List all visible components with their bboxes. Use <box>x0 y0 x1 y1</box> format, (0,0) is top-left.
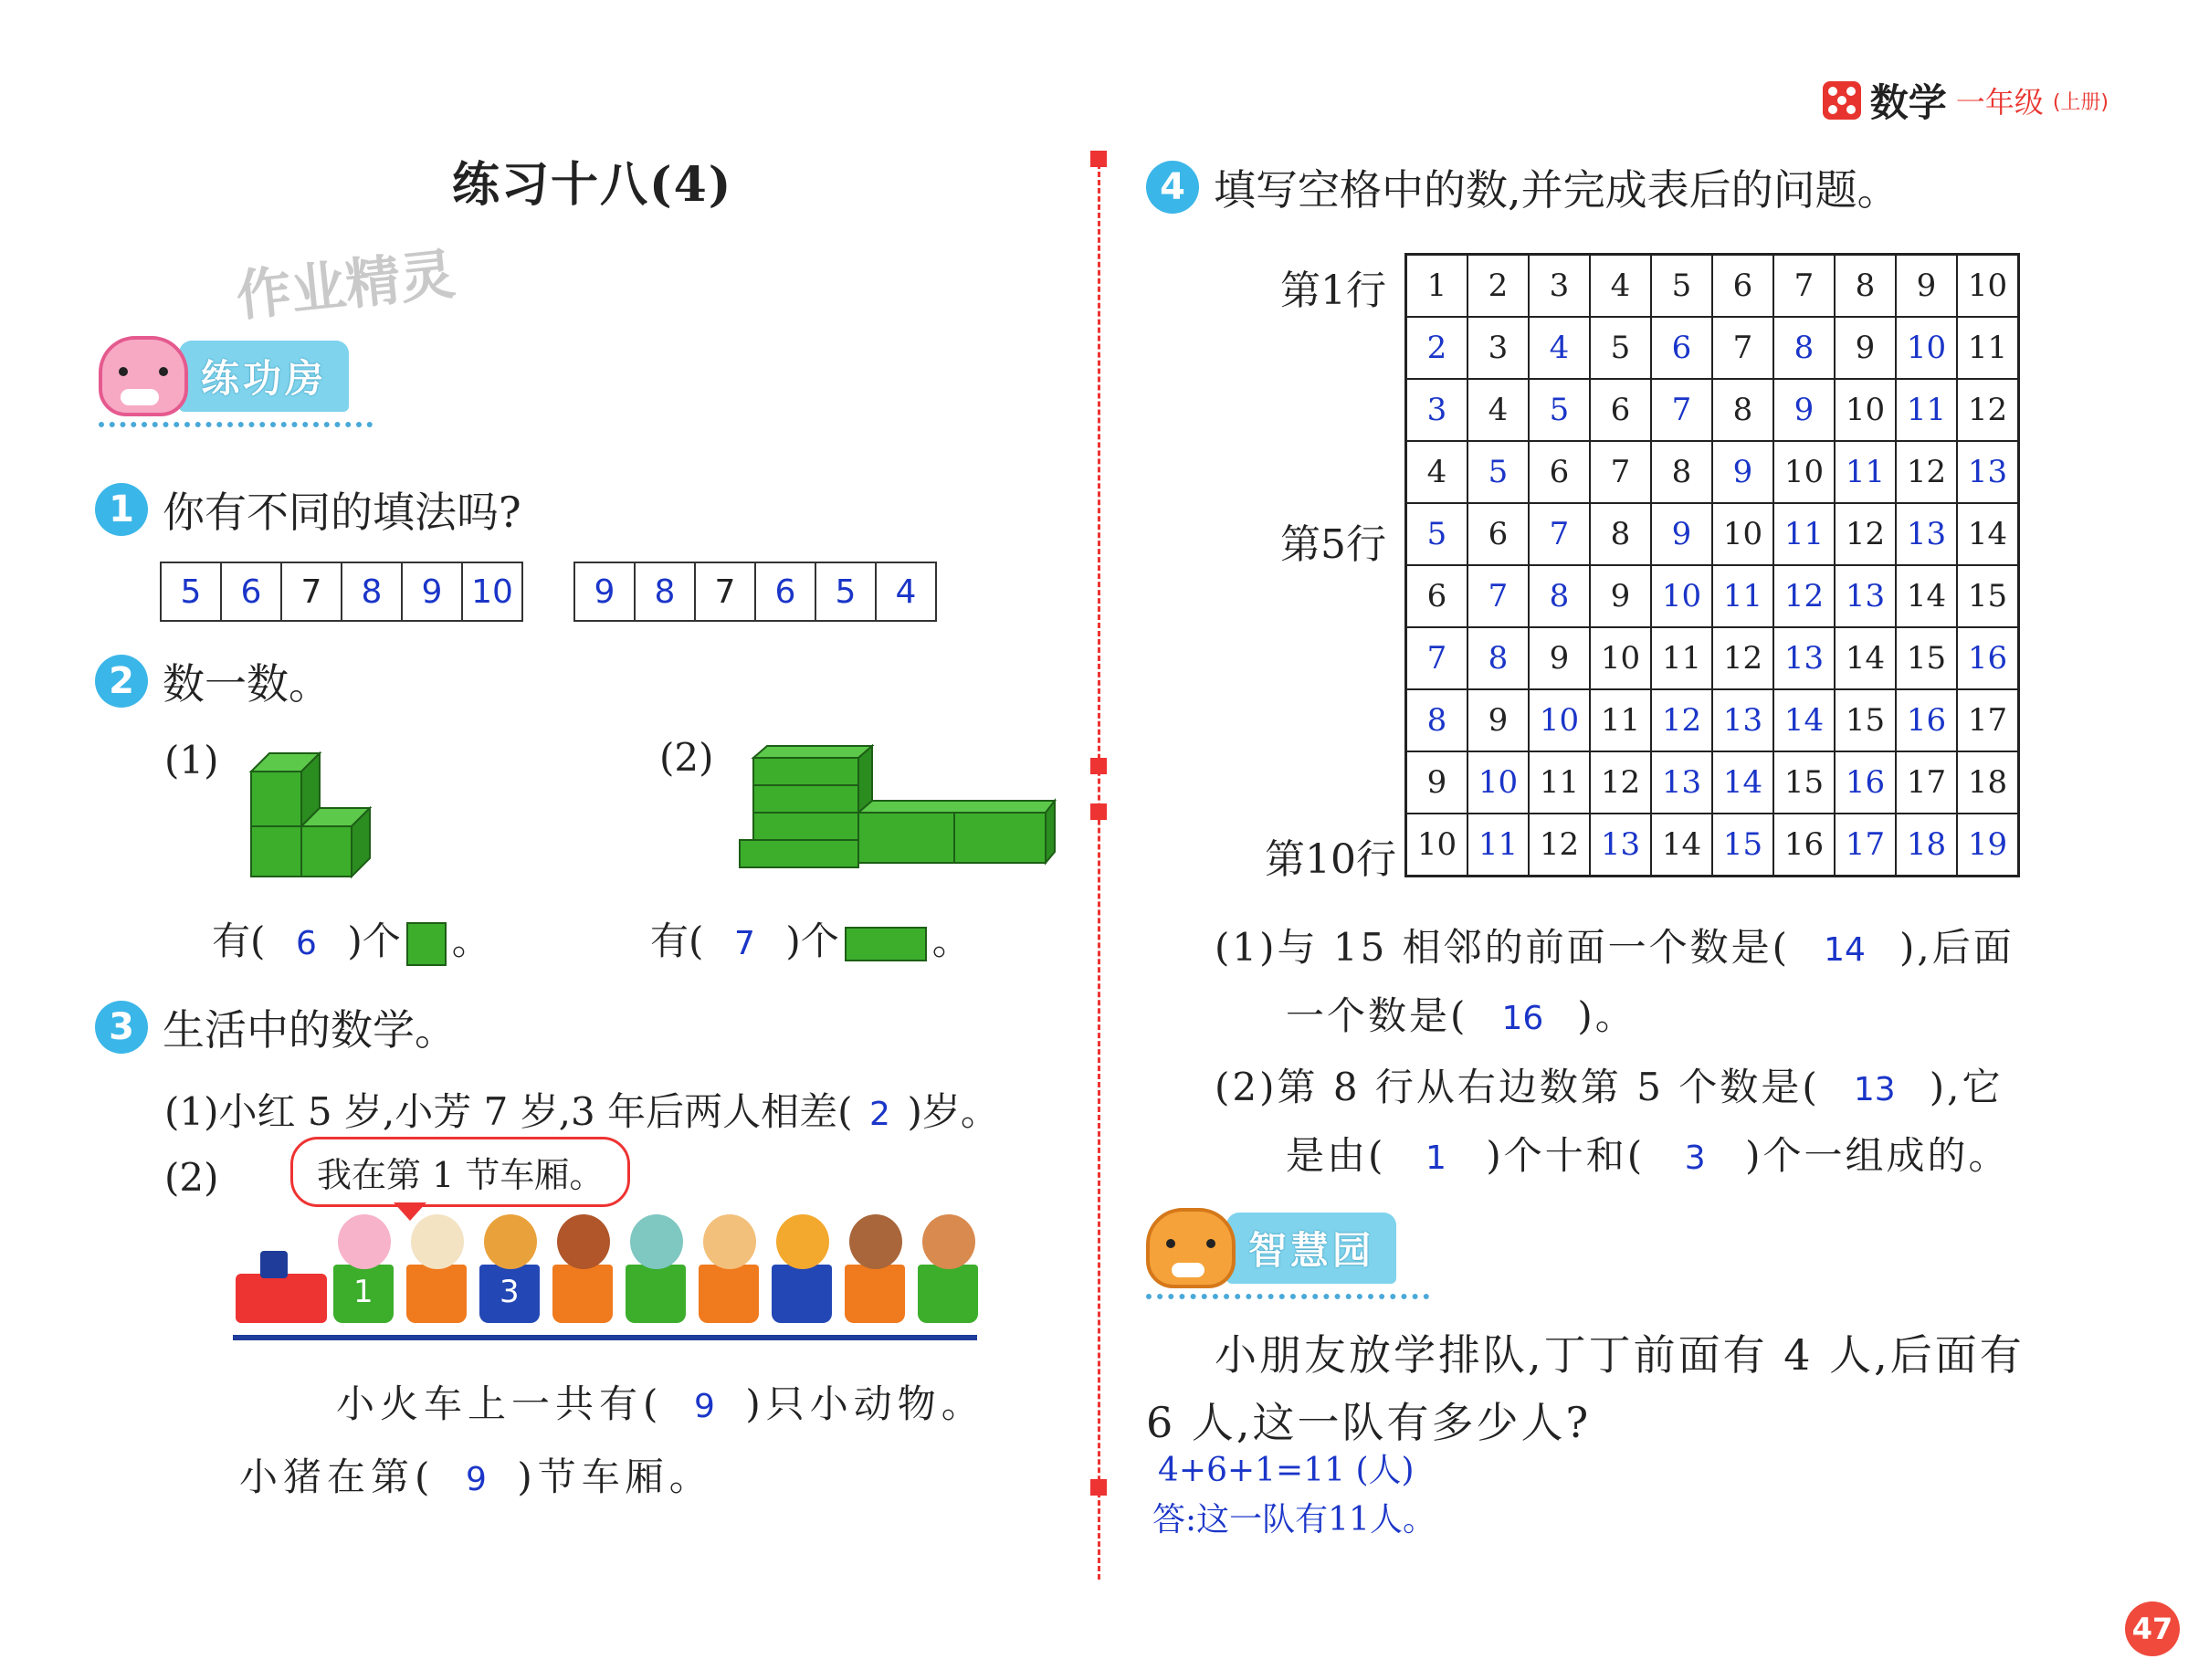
grid-cell: 6 <box>1590 379 1651 441</box>
grid-cell: 14 <box>1835 627 1896 689</box>
grid-cell: 4 <box>1467 379 1529 441</box>
grid-cell: 10 <box>1590 627 1651 689</box>
grid-cell: 17 <box>1896 751 1957 814</box>
seq-cell: 8 <box>636 563 696 620</box>
q3-part2-line2: 小猪在第( 9 )节车厢。 <box>239 1454 713 1499</box>
wagon <box>772 1265 832 1323</box>
grid-cell: 11 <box>1467 814 1529 877</box>
question-prompt: 填写空格中的数,并完成表后的问题。 <box>1214 165 1899 215</box>
grid-cell: 3 <box>1467 317 1529 379</box>
grid-cell: 9 <box>1835 317 1896 379</box>
page-title: 练习十八(4) <box>452 157 733 213</box>
grid-cell: 12 <box>1712 627 1773 689</box>
speech-bubble: 我在第 1 节车厢。 <box>290 1137 630 1207</box>
question-4-heading <box>1146 157 1899 217</box>
grid-cell: 12 <box>1896 441 1957 503</box>
grid-cell: 12 <box>1651 689 1712 751</box>
q2-part2-answer-line: 有( 7 )个 。 <box>650 919 971 963</box>
monkey-icon <box>849 1214 902 1269</box>
question-1-heading <box>95 479 521 540</box>
wagon <box>918 1265 978 1323</box>
divider-marker <box>1090 758 1107 774</box>
section-wisdom-label: 智慧园 <box>1226 1213 1396 1284</box>
grid-cell: 8 <box>1590 503 1651 565</box>
grid-cell: 10 <box>1712 503 1773 565</box>
grid-cell: 4 <box>1590 255 1651 318</box>
grid-cell: 12 <box>1590 751 1651 814</box>
grid-cell: 11 <box>1773 503 1835 565</box>
grid-cell: 11 <box>1651 627 1712 689</box>
divider-marker <box>1090 1479 1107 1496</box>
grid-row <box>1406 379 2019 441</box>
grid-row <box>1406 627 2019 689</box>
grid-cell: 16 <box>1773 814 1835 877</box>
seq-cell: 9 <box>575 563 636 620</box>
wagon <box>845 1265 905 1323</box>
divider-marker <box>1090 151 1107 167</box>
grid-cell: 6 <box>1529 441 1590 503</box>
grid-cell: 10 <box>1651 565 1712 627</box>
grid-row <box>1406 689 2019 751</box>
grid-cell: 16 <box>1835 751 1896 814</box>
seq-cell: 5 <box>816 563 877 620</box>
q2-part1-label: (1) <box>164 738 219 782</box>
grid-cell: 15 <box>1773 751 1835 814</box>
grid-cell: 19 <box>1957 814 2019 877</box>
header-volume: (上册) <box>2052 90 2109 114</box>
grid-cell: 12 <box>1957 379 2019 441</box>
wagon <box>552 1265 613 1323</box>
cow-mascot-icon <box>99 336 188 416</box>
grid-cell: 16 <box>1896 689 1957 751</box>
grid-cell: 13 <box>1773 627 1835 689</box>
long-block-icon <box>845 927 927 961</box>
grid-row <box>1406 565 2019 627</box>
grid-cell: 17 <box>1957 689 2019 751</box>
answer-blank: 16 <box>1501 1000 1544 1037</box>
divider-marker <box>1090 803 1107 820</box>
answer-blank: 9 <box>693 1388 715 1425</box>
grid-cell: 7 <box>1712 317 1773 379</box>
question-prompt: 你有不同的填法吗? <box>163 488 521 537</box>
pig-icon <box>922 1214 975 1269</box>
q3-part2-label: (2) <box>164 1155 219 1200</box>
q3-part1-line: (1)小红 5 岁,小芳 7 岁,3 年后两人相差( 2 )岁。 <box>164 1089 999 1134</box>
watermark: 作业精灵 <box>233 242 458 330</box>
q3-part2-line1: 小火车上一共有( 9 )只小动物。 <box>336 1381 985 1426</box>
page-divider <box>1098 155 1100 1580</box>
grid-cell: 7 <box>1773 255 1835 318</box>
number-grid <box>1404 253 2020 877</box>
page-header <box>1823 73 2109 128</box>
grid-cell: 9 <box>1712 441 1773 503</box>
q4-sub2-line2: 是由( 1 )个十和( 3 )个一组成的。 <box>1286 1133 2010 1178</box>
grid-cell: 11 <box>1896 379 1957 441</box>
grid-cell: 14 <box>1651 814 1712 877</box>
grid-cell: 9 <box>1896 255 1957 318</box>
section-wisdom-badge <box>1146 1208 1429 1299</box>
q2-part2-label: (2) <box>659 735 714 780</box>
wagon <box>626 1265 686 1323</box>
dog-icon <box>411 1214 464 1269</box>
grid-cell: 7 <box>1651 379 1712 441</box>
grid-cell: 15 <box>1896 627 1957 689</box>
grid-cell: 3 <box>1529 255 1590 318</box>
grid-cell: 7 <box>1467 565 1529 627</box>
grid-row <box>1406 255 2019 318</box>
wisdom-answer: 答:这一队有11人。 <box>1152 1501 1436 1538</box>
grid-cell: 8 <box>1712 379 1773 441</box>
wagon: 1 <box>333 1265 394 1323</box>
grid-cell: 10 <box>1467 751 1529 814</box>
question-number: 1 <box>95 483 148 536</box>
grid-cell: 6 <box>1467 503 1529 565</box>
seq-cell: 9 <box>403 563 463 620</box>
grid-cell: 9 <box>1773 379 1835 441</box>
answer-blank: 7 <box>733 925 755 962</box>
grid-cell: 11 <box>1835 441 1896 503</box>
header-subject: 数学 <box>1869 80 1947 125</box>
tiger-mascot-icon <box>1146 1208 1236 1288</box>
grid-cell: 7 <box>1406 627 1468 689</box>
chimney-icon <box>260 1251 288 1278</box>
elephant-icon <box>630 1214 683 1269</box>
grid-cell: 15 <box>1957 565 2019 627</box>
seq-cell: 6 <box>756 563 816 620</box>
answer-blank: 2 <box>869 1096 890 1133</box>
seq-cell: 10 <box>471 572 513 611</box>
grid-cell: 8 <box>1406 689 1468 751</box>
page-number: 47 <box>2125 1601 2180 1656</box>
grid-cell: 14 <box>1712 751 1773 814</box>
grid-cell: 8 <box>1773 317 1835 379</box>
question-number: 4 <box>1146 161 1199 214</box>
grid-cell: 11 <box>1590 689 1651 751</box>
grid-cell: 11 <box>1957 317 2019 379</box>
grid-cell: 8 <box>1651 441 1712 503</box>
wisdom-calculation: 4+6+1=11 (人) <box>1158 1452 1415 1489</box>
grid-cell: 13 <box>1896 503 1957 565</box>
seq-cell: 5 <box>162 563 222 620</box>
grid-cell: 18 <box>1957 751 2019 814</box>
wagon <box>699 1265 759 1323</box>
answer-blank: 6 <box>295 925 317 962</box>
grid-cell: 4 <box>1529 317 1590 379</box>
grid-cell: 18 <box>1896 814 1957 877</box>
q4-sub1-line1: (1)与 15 相邻的前面一个数是( 14 ),后面 <box>1215 925 2014 970</box>
seq-cell: 8 <box>342 563 403 620</box>
grid-cell: 11 <box>1712 565 1773 627</box>
wisdom-problem-line2: 6 人,这一队有多少人? <box>1146 1398 1592 1447</box>
row-label-1: 第1行 <box>1280 268 1386 314</box>
q4-sub1-line2: 一个数是( 16 )。 <box>1286 993 1636 1038</box>
grid-cell: 16 <box>1957 627 2019 689</box>
grid-cell: 5 <box>1467 441 1529 503</box>
question-number: 3 <box>95 1001 148 1054</box>
grid-cell: 10 <box>1957 255 2019 318</box>
grid-cell: 12 <box>1529 814 1590 877</box>
grid-row <box>1406 751 2019 814</box>
grid-cell: 9 <box>1406 751 1468 814</box>
answer-blank: 14 <box>1824 931 1866 969</box>
section-practice-label: 练功房 <box>179 341 349 412</box>
grid-cell: 9 <box>1651 503 1712 565</box>
answer-blank: 13 <box>1853 1071 1896 1108</box>
seq-cell: 7 <box>282 563 342 620</box>
grid-cell: 13 <box>1590 814 1651 877</box>
grid-cell: 5 <box>1406 503 1468 565</box>
grid-cell: 8 <box>1835 255 1896 318</box>
grid-row <box>1406 441 2019 503</box>
small-cube-icon <box>406 922 447 966</box>
grid-cell: 10 <box>1773 441 1835 503</box>
question-2-heading <box>95 651 331 711</box>
grid-cell: 13 <box>1957 441 2019 503</box>
cube-stack-figure-1 <box>233 740 379 881</box>
grid-cell: 15 <box>1835 689 1896 751</box>
grid-cell: 5 <box>1529 379 1590 441</box>
grid-cell: 13 <box>1712 689 1773 751</box>
row-label-10: 第10行 <box>1265 836 1396 883</box>
answer-blank: 1 <box>1425 1139 1446 1177</box>
cube-stack-figure-2 <box>735 735 1064 872</box>
grid-cell: 8 <box>1467 627 1529 689</box>
grid-row <box>1406 503 2019 565</box>
grid-cell: 13 <box>1835 565 1896 627</box>
grid-cell: 10 <box>1896 317 1957 379</box>
seq-cell: 6 <box>222 563 282 620</box>
grid-cell: 9 <box>1590 565 1651 627</box>
grid-cell: 17 <box>1835 814 1896 877</box>
lion-icon <box>776 1214 829 1269</box>
question-prompt: 数一数。 <box>163 659 331 709</box>
rabbit-icon <box>338 1214 391 1269</box>
grid-cell: 2 <box>1467 255 1529 318</box>
grid-cell: 14 <box>1957 503 2019 565</box>
grid-cell: 1 <box>1406 255 1468 318</box>
grid-cell: 9 <box>1529 627 1590 689</box>
grid-cell: 5 <box>1590 317 1651 379</box>
grid-cell: 7 <box>1590 441 1651 503</box>
grid-cell: 14 <box>1896 565 1957 627</box>
grid-cell: 10 <box>1835 379 1896 441</box>
grid-cell: 6 <box>1651 317 1712 379</box>
row-label-5: 第5行 <box>1280 521 1386 568</box>
grid-cell: 9 <box>1467 689 1529 751</box>
section-practice-badge <box>99 336 373 427</box>
grid-cell: 12 <box>1835 503 1896 565</box>
grid-cell: 4 <box>1406 441 1468 503</box>
question-number: 2 <box>95 655 148 708</box>
grid-cell: 15 <box>1712 814 1773 877</box>
grid-cell: 7 <box>1529 503 1590 565</box>
seq-cell: 4 <box>895 572 917 611</box>
grid-cell: 6 <box>1712 255 1773 318</box>
grid-cell: 5 <box>1651 255 1712 318</box>
seq-cell: 7 <box>696 563 756 620</box>
grid-cell: 2 <box>1406 317 1468 379</box>
wisdom-problem-line1: 小朋友放学排队,丁丁前面有 4 人,后面有 <box>1215 1330 2025 1380</box>
wagon: 3 <box>479 1265 540 1323</box>
grid-cell: 6 <box>1406 565 1468 627</box>
grid-cell: 10 <box>1529 689 1590 751</box>
grid-cell: 12 <box>1773 565 1835 627</box>
locomotive-icon <box>236 1274 327 1323</box>
question-prompt: 生活中的数学。 <box>163 1005 457 1055</box>
grid-cell: 3 <box>1406 379 1468 441</box>
sequence-b <box>573 562 937 622</box>
q2-part1-answer-line: 有( 6 )个 。 <box>212 911 490 966</box>
grid-cell: 13 <box>1651 751 1712 814</box>
answer-blank: 9 <box>465 1461 487 1498</box>
giraffe-icon <box>484 1214 537 1269</box>
grid-row <box>1406 317 2019 379</box>
grid-row <box>1406 814 2019 877</box>
grid-cell: 11 <box>1529 751 1590 814</box>
grid-cell: 10 <box>1406 814 1468 877</box>
cow-icon <box>703 1214 756 1269</box>
horse-icon <box>557 1214 610 1269</box>
dotted-line <box>1146 1294 1429 1299</box>
rail <box>233 1335 977 1340</box>
grid-cell: 8 <box>1529 565 1590 627</box>
grid-cell: 14 <box>1773 689 1835 751</box>
q4-sub2-line1: (2)第 8 行从右边数第 5 个数是( 13 ),它 <box>1215 1065 2004 1109</box>
dotted-line <box>99 422 373 427</box>
question-3-heading <box>95 997 457 1057</box>
answer-blank: 3 <box>1684 1139 1706 1177</box>
sequence-a <box>160 562 523 622</box>
header-grade: 一年级 <box>1955 85 2044 120</box>
dice-logo-icon <box>1823 81 1861 120</box>
wagon <box>406 1265 467 1323</box>
